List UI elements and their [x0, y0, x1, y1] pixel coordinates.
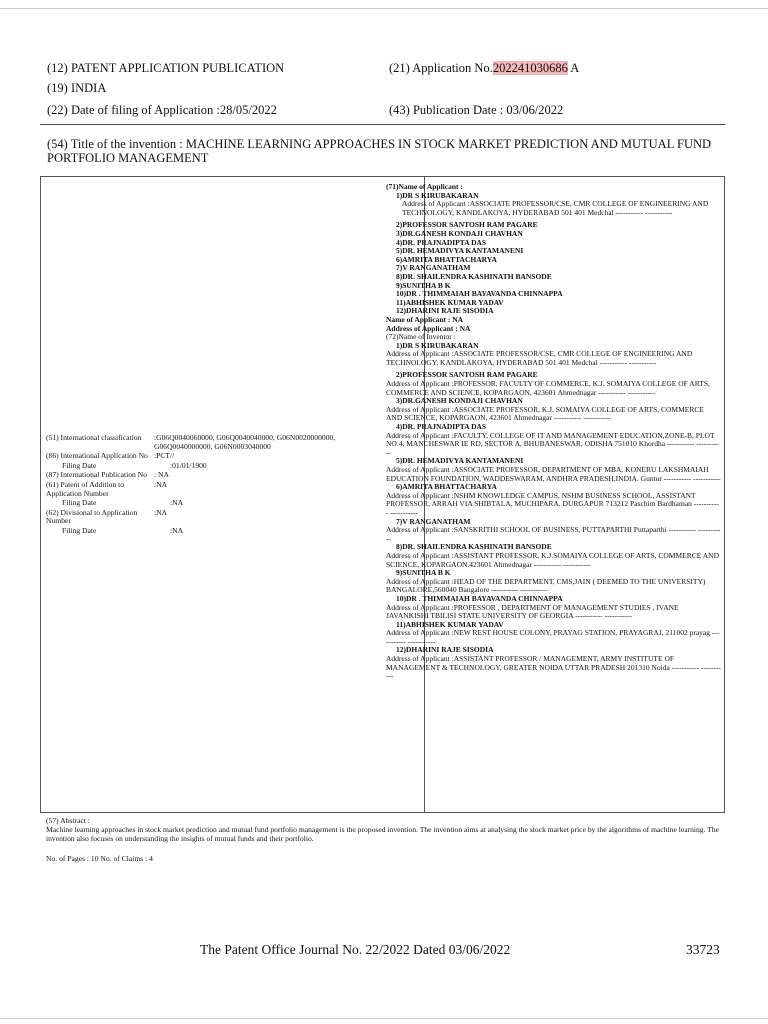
inventor-address: Address of Applicant :PROFESSOR, FACULTY OF COMMERCE, K.J. SOMAIYA COLLEGE OF ARTS, COMMERCE AND SCIENCE, KOPARGAON, 423601 Ahmednagar ----------- -----------	[386, 379, 710, 397]
field-value: :NA	[170, 525, 184, 535]
field-label: (61) Patent of Addition to Application Number	[46, 479, 125, 498]
inventor-address: Address of Applicant :HEAD OF THE DEPARTMENT, CMS,JAIN ( DEEMED TO THE UNIVERSITY) BANGALORE,560040 Bangalore ----------- -----------	[386, 576, 706, 595]
application-number-suffix: A	[567, 61, 580, 75]
inventor-name: 2)PROFESSOR SANTOSH RAM PAGARE	[396, 370, 538, 380]
application-number	[389, 61, 579, 76]
inventor-address: Address of Applicant :SANSKRITHI SCHOOL OF BUSINESS, PUTTAPARTHI Puttaparthi ----------- -----------	[386, 525, 721, 543]
inventor-name: 11)ABHISHEK KUMAR YADAV	[396, 619, 504, 629]
applicant-inventor-column	[386, 183, 721, 681]
applicant-name: 2)PROFESSOR SANTOSH RAM PAGARE	[396, 220, 538, 230]
inventor-address: Address of Applicant :ASSOCIATE PROFESSOR/CSE, CMR COLLEGE OF ENGINEERING AND TECHNOLOGY, KANDLAKOYA, HYDERABAD 501 401 Medchal ----------- -----------	[386, 349, 693, 367]
inventor-name: 10)DR . THIMMAIAH BAYAVANDA CHINNAPPA	[396, 593, 563, 603]
journal-footer: The Patent Office Journal No. 22/2022 Dated 03/06/2022	[200, 942, 511, 957]
inventor-address: Address of Applicant :ASSISTANT PROFESSOR, K.J.SOMAIYA COLLEGE OF ARTS, COMMERCE AND SCIENCE, KOPARGAON.423601 Ahmednagar ----------- -----------	[386, 550, 720, 569]
field-label: (87) International Publication No	[46, 470, 148, 480]
inventor-name: 5)DR. HEMADIVYA KANTAMANENI	[396, 456, 524, 466]
field-row	[46, 481, 382, 498]
publication-type: (12) PATENT APPLICATION PUBLICATION	[47, 61, 285, 75]
field-row	[46, 471, 382, 480]
field-value: :G06Q0040060000, G06Q0040040000, G06N0020000000, G06Q0040000000, G06N0003040000	[154, 433, 336, 451]
applicant-name: 5)DR. HEMADIVYA KANTAMANENI	[396, 246, 524, 256]
field-label: (62) Divisional to Application Number	[46, 507, 138, 526]
field-label: Filing Date	[62, 460, 97, 470]
applicant-name: 10)DR . THIMMAIAH BAYAVANDA CHINNAPPA	[396, 289, 563, 299]
field-row	[46, 499, 382, 508]
applicant-1-address: Address of Applicant :ASSOCIATE PROFESSOR/CSE, CMR COLLEGE OF ENGINEERING AND TECHNOLOGY, KANDLAKOYA, HYDERABAD 501 401 Medchal ----------- -----------	[402, 199, 709, 217]
bibliographic-table	[40, 176, 725, 813]
page-top-border	[0, 8, 768, 9]
page-number: 33723	[686, 942, 720, 957]
left-fields	[46, 434, 382, 537]
applicant-name: 7)V RANGANATHAM	[396, 263, 471, 273]
header-divider	[40, 124, 725, 125]
filing-date: (22) Date of filing of Application :28/05/2022	[47, 103, 277, 117]
field-label: Filing Date	[62, 498, 97, 508]
inventor-name: 6)AMRITA BHATTACHARYA	[396, 482, 497, 492]
other-applicants	[386, 221, 721, 316]
field-value: :NA	[154, 507, 168, 517]
application-number-label: (21) Application No.	[389, 61, 493, 75]
field-value: :NA	[170, 498, 184, 508]
inventor-address: Address of Applicant :FACULTY, COLLEGE OF IT AND MANAGEMENT EDUCATION,ZONE-B, PLOT NO.4, MANCHESWAR IE RD, SECTOR A, BHUBANESWAR, ODISHA 751010 Khordha ----------- -----------	[386, 430, 719, 457]
publication-date: (43) Publication Date : 03/06/2022	[389, 103, 564, 117]
inventor-name: 8)DR. SHAILENDRA KASHINATH BANSODE	[396, 542, 552, 552]
applicant-na-name: Name of Applicant : NA	[386, 314, 464, 324]
field-row	[46, 509, 382, 526]
inventor-address: Address of Applicant :PROFESSOR , DEPARTMENT OF MANAGEMENT STUDIES , IVANE JAVANKISHI TBILISI STATE UNIVERSITY OF GEORGIA ----------- -----------	[386, 602, 679, 621]
inventors-heading: (72)Name of Inventor :	[386, 332, 456, 342]
applicant-name: 6)AMRITA BHATTACHARYA	[396, 254, 497, 264]
field-label: (51) International classification	[46, 433, 142, 442]
field-value: : NA	[154, 470, 169, 480]
inventor-address: Address of Applicant :ASSOCIATE PROFESSOR, K.J. SOMAIYA COLLEGE OF ARTS, COMMERCE AND SCIENCE, KOPARGAON, 423601 Ahmednagar ----------- -----------	[386, 404, 704, 423]
pages-and-claims: No. of Pages : 10 No. of Claims : 4	[46, 854, 153, 863]
field-value: :PCT//	[154, 451, 175, 461]
invention-title: (54) Title of the invention : MACHINE LEARNING APPROACHES IN STOCK MARKET PREDICTION AND MUTUAL FUND PORTFOLIO MANAGEMENT	[47, 137, 712, 165]
field-row	[46, 452, 382, 461]
field-row	[46, 462, 382, 471]
inventor-address: Address of Applicant :NSHM KNOWLEDGE CAMPUS, NSHM BUSINESS SCHOOL, ASSISTANT PROFESSOR, ARRAH VIA SHIBTALA, MUCHIPARA, DURGAPUR 713212 Paschim Bardhaman ----------- -----------	[386, 490, 719, 517]
applicant-na-address: Address of Applicant : NA	[386, 323, 471, 333]
inventor-name: 9)SUNITHA B K	[396, 568, 451, 578]
applicant-name: 4)DR. PRAJNADIPTA DAS	[396, 237, 487, 247]
applicant-name: 8)DR. SHAILENDRA KASHINATH BANSODE	[396, 271, 552, 281]
abstract-section	[46, 816, 726, 843]
applicant-name: 11)ABHISHEK KUMAR YADAV	[396, 297, 504, 307]
applicant-name: 3)DR.GANESH KONDAJI CHAVHAN	[396, 228, 523, 238]
inventor-address: Address of Applicant :ASSOCIATE PROFESSOR, DEPARTMENT OF MBA, KONERU LAKSHMAIAH EDUCATION FOUNDATION, WADDESWARAM, ANDHRA PRADESH,INDIA. Guntur ----------- -----------	[386, 465, 721, 483]
applicants-heading: (71)Name of Applicant :	[386, 182, 463, 191]
country: (19) INDIA	[47, 81, 107, 95]
inventor-name: 3)DR.GANESH KONDAJI CHAVHAN	[396, 396, 523, 406]
inventor-name: 1)DR S KIRUBAKARAN	[396, 340, 479, 350]
applicant-1-name: 1)DR S KIRUBAKARAN	[396, 190, 479, 200]
applicant-name: 9)SUNITHA B K	[396, 280, 451, 290]
inventor-address: Address of Applicant :NEW REST HOUSE COLONY, PRAYAG STATION, PRAYAGRAJ, 211002 prayag ----------- -----------	[386, 628, 720, 646]
field-value: :NA	[154, 479, 168, 489]
field-row	[46, 434, 382, 451]
application-number-value[interactable]: 202241030686	[492, 61, 568, 75]
field-label: Filing Date	[62, 525, 97, 535]
abstract-heading: (57) Abstract :	[46, 816, 90, 825]
inventor-name: 7)V RANGANATHAM	[396, 516, 471, 526]
field-value: :01/01/1900	[170, 460, 207, 470]
page-bottom-border	[0, 1018, 768, 1019]
field-label: (86) International Application No	[46, 451, 148, 461]
applicant-name: 12)DHARINI RAJE SISODIA	[396, 306, 494, 316]
inventor-name: 4)DR. PRAJNADIPTA DAS	[396, 422, 487, 432]
field-row	[46, 527, 382, 536]
inventor-list	[386, 342, 721, 681]
inventor-name: 12)DHARINI RAJE SISODIA	[396, 645, 494, 655]
abstract-text: Machine learning approaches in stock market prediction and mutual fund portfolio management is the proposed invention. The invention aims at analysing the stock market price by the algorithms of machine learning. The invention also focuses on understanding the insights of mutual funds and their portfolio.	[46, 825, 720, 843]
inventor-address: Address of Applicant :ASSISTANT PROFESSOR / MANAGEMENT, ARMY INSTITUTE OF MANAGEMENT & TECHNOLOGY, GREATER NOIDA UTTAR PRADESH 201310 Noida ----------- -----------	[386, 654, 721, 681]
